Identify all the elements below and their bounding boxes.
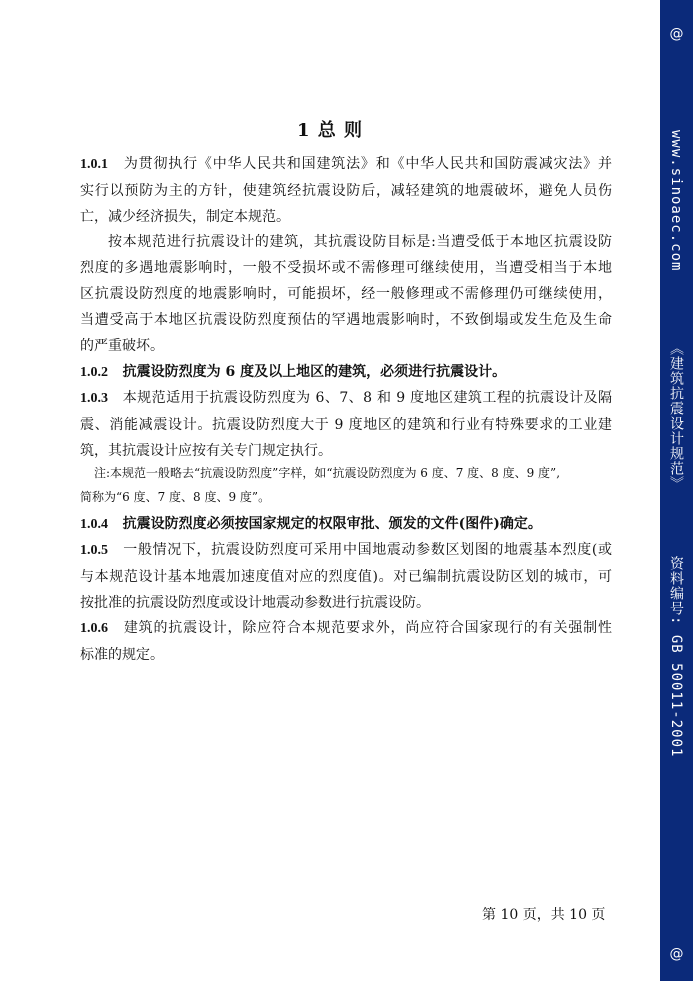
paragraph-line: 当遭受高于本地区抗震设防烈度预估的罕遇地震影响时，不致倒塌或发生危及生命	[80, 312, 612, 328]
paragraph-line: 与本规范设计基本地震加速度值对应的烈度值)。对已编制抗震设防区划的城市，可	[80, 569, 612, 585]
section-1-0-1	[80, 151, 612, 230]
note	[80, 461, 612, 509]
note-line: 注:本规范一般略去“抗震设防烈度”字样，如“抗震设防烈度为 6 度、7 度、8 度、9 度”,	[94, 466, 561, 480]
section-1-0-6	[80, 615, 612, 668]
section-number: 1.0.1	[80, 157, 108, 172]
paragraph-line: 的严重破坏。	[80, 338, 164, 354]
section-number: 1.0.5	[80, 543, 108, 558]
section-1-0-1-paragraph-2	[80, 229, 612, 359]
mandatory-clause: 抗震设防烈度为 6 度及以上地区的建筑，必须进行抗震设计。	[122, 364, 507, 380]
sidebar-url: www.sinoaec.com	[668, 130, 684, 272]
section-1-0-5	[80, 537, 612, 616]
paragraph-line: 烈度的多遇地震影响时，一般不受损坏或不需修理可继续使用，当遭受相当于本地	[80, 260, 612, 276]
paragraph-line: 区抗震设防烈度的地震影响时，可能损坏，经一般修理或不需修理仍可继续使用，	[80, 286, 612, 302]
section-1-0-4	[80, 511, 612, 538]
watermark-sidebar	[660, 0, 693, 981]
section-1-0-2	[80, 359, 612, 386]
section-number: 1.0.3	[80, 391, 108, 406]
section-number: 1.0.4	[80, 517, 108, 532]
paragraph-line: 按批准的抗震设防烈度或设计地震动参数进行抗震设防。	[80, 595, 430, 611]
sidebar-code: 资料编号: GB 50011-2001	[668, 556, 684, 758]
section-number: 1.0.6	[80, 621, 108, 636]
at-icon: @	[669, 946, 684, 962]
at-icon: @	[669, 26, 684, 42]
sidebar-text	[666, 130, 686, 758]
paragraph-line: 震、消能减震设计。抗震设防烈度大于 9 度地区的建筑和行业有特殊要求的工业建	[80, 417, 612, 433]
section-1-0-3	[80, 385, 612, 464]
sidebar-book-title: 《建筑抗震设计规范》	[668, 340, 684, 491]
chapter-title: 1 总 则	[296, 120, 364, 141]
note-line: 简称为“6 度、7 度、8 度、9 度”。	[80, 490, 271, 504]
section-number: 1.0.2	[80, 365, 108, 380]
paragraph-line: 筑，其抗震设计应按有关专门规定执行。	[80, 443, 332, 459]
paragraph-line: 1.0.3 本规范适用于抗震设防烈度为 6、7、8 和 9 度地区建筑工程的抗震设计及隔	[80, 390, 612, 406]
paragraph-line: 1.0.1 为贯彻执行《中华人民共和国建筑法》和《中华人民共和国防震减灾法》并	[80, 156, 612, 172]
paragraph-line: 1.0.5 一般情况下，抗震设防烈度可采用中国地震动参数区划图的地震基本烈度(或	[80, 542, 612, 558]
page-footer: 第 10 页，共 10 页	[482, 907, 606, 923]
mandatory-clause: 抗震设防烈度必须按国家规定的权限审批、颁发的文件(图件)确定。	[122, 516, 542, 532]
paragraph-line: 标准的规定。	[80, 647, 164, 663]
paragraph-line: 实行以预防为主的方针，使建筑经抗震设防后，减轻建筑的地震破坏，避免人员伤	[80, 183, 612, 199]
paragraph-line: 1.0.6 建筑的抗震设计，除应符合本规范要求外，尚应符合国家现行的有关强制性	[80, 620, 612, 636]
paragraph-line: 按本规范进行抗震设计的建筑，其抗震设防目标是:当遭受低于本地区抗震设防	[108, 234, 612, 250]
paragraph-line: 亡，减少经济损失，制定本规范。	[80, 209, 290, 225]
